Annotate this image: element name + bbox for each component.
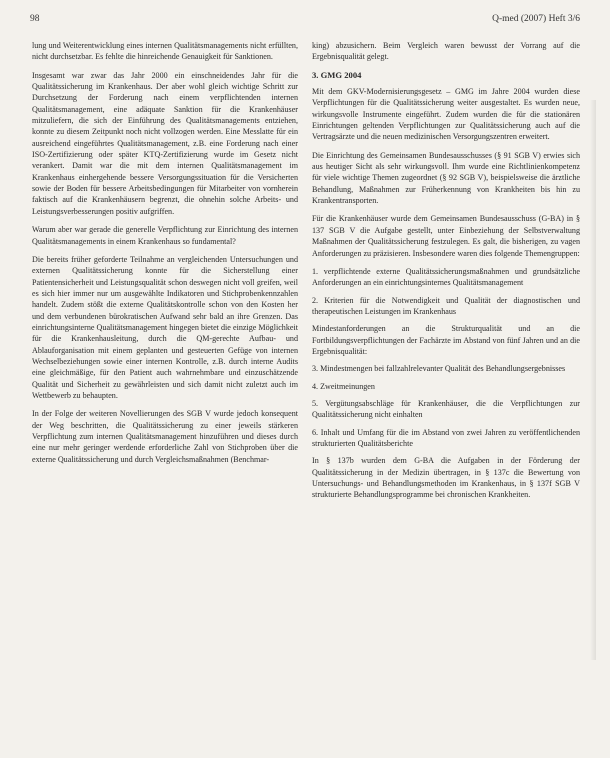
- list-item: 3. Mindestmengen bei fallzahlrelevanter Qualität des Behandlungsergebnisses: [312, 364, 566, 374]
- paragraph: Für die Krankenhäuser wurde dem Gemeinsamen Bundesausschuss (G-BA) in § 137 SGB V die Aufgabe gestellt, unter Einbeziehung der Selbstverwaltung Maßnahmen der Qualitätssicherung festzulegen. Es galt, die bisherigen, zu vagen Anforderungen zu präzisieren. Insbesondere waren dies folgende Themengruppen:: [312, 214, 580, 258]
- paragraph: king) abzusichern. Beim Vergleich waren bewusst der Vorrang auf die Ergebnisqualität gelegt.: [312, 41, 580, 62]
- paragraph: Die bereits früher geforderte Teilnahme an vergleichenden Untersuchungen und externen Qualitätssicherung konnte für die Sicherstellung einer Patientensicherheit und Leistungsqualität schon deswegen nicht voll greifen, weil es sich hier immer nur um ausgewählte Indikatoren und Stichprobenkennzahlen handelt. Zudem stößt die externe Qualitätskontrolle schon von den Kosten her und dem verbundenen bürokratischen Aufwand sehr bald an ihre Grenzen. Das einrichtungsinterne Qualitätsmanagement hingegen bietet die einzige Möglichkeit für die Krankenhausleitung, durch die QM-gerechte Aufbau- und Ablauforganisation mit einem geplanten und gesteuerten Gefüge von internen Wechselbeziehungen sowie einer internen Kontrolle, z.B. durch interne Audits eine gleichmäßige, für den Patient auch wahrnehmbare und einzuschätzende Qualität und Sicherheit zu gewährleisten und sich damit nicht zuletzt auch im Wettbewerb zu behaupten.: [32, 254, 298, 400]
- list-item: 6. Inhalt und Umfang für die im Abstand von zwei Jahren zu veröffentlichenden strukturierten Qualitätsberichte: [312, 427, 580, 448]
- paragraph: Insgesamt war zwar das Jahr 2000 ein einschneidendes Jahr für die Qualitätssicherung im Krankenhaus. Der aber wohl gleich wichtige Schritt zur Durchsetzung der Forderung nach einem verpflichtenden internen Qualitätsmanagement, eine adäquate Sanktion für die Krankenhäuser mitzuliefern, die sich der Einführung des Qualitätsmanagements entziehen, konnte zu diesem Zeitpunkt noch nicht vollzogen werden. Eine Messlatte für ein ausreichend eingeführtes Qualitätsmanagement, z.B. eine Forderung nach einer ISO-Zertifizierung oder später KTQ-Zertifizierung wurde im Gesetz nicht verankert. Damit war die mit dem internen Qualitätsmanagement im Krankenhaus einhergehende bessere Versorgungssituation für die Versicherten sowie der Boden für bessere Arbeitsbedingungen für Mitarbeiter von vornherein faktisch auf die Krankenhäusern begrenzt, die ohnehin solche Arbeits- und Leistungsverbesserungen positiv aufgriffen.: [32, 70, 298, 216]
- paragraph: In der Folge der weiteren Novellierungen des SGB V wurde jedoch konsequent der Weg beschritten, die Qualitätssicherung zu einer jeweils stärkeren Verpflichtung zum internen Qualitätsmanagement hinzuführen und dieses durch eine nur mehr geringer werdende erforderliche Zahl von Stichproben über die externe Qualitätssicherung und durch Vergleichsmaßnahmen (Benchmar-: [32, 409, 298, 464]
- left-column: [32, 40, 298, 740]
- topic-list: [312, 266, 580, 449]
- paragraph: lung und Weiterentwicklung eines internen Qualitätsmanagements nicht erfüllten, nicht durchsetzbar. Es fehlte die hinreichende Genauigkeit für Sanktionen.: [32, 41, 298, 62]
- scan-shadow: [590, 100, 596, 660]
- list-item: Mindestanforderungen an die Strukturqualität und an die Fortbildungsverpflichtungen der Fachärzte im Abstand von fünf Jahren und an die Ergebnisqualität:: [312, 324, 580, 356]
- right-column: [312, 40, 580, 740]
- paragraph: Die Einrichtung des Gemeinsamen Bundesausschusses (§ 91 SGB V) erwies sich aus heutiger Sicht als sehr wirkungsvoll. Ihm wurde eine Richtlinienkompetenz für viele wichtige Themen zugeordnet (§ 92 SGB V), beispielsweise die ärztliche Behandlung, Maßnahmen zur Früherkennung von Krankheiten bis hin zu Krankentransporten.: [312, 150, 580, 206]
- list-item: 1. verpflichtende externe Qualitätssicherungsmaßnahmen und grundsätzliche Anforderungen an ein einrichtungsinternes Qualitätsmanagement: [312, 266, 580, 288]
- page-header: [30, 14, 580, 28]
- list-item: 4. Zweitmeinungen: [312, 381, 375, 391]
- paragraph: Mit dem GKV-Modernisierungsgesetz – GMG im Jahre 2004 wurden diese Verpflichtungen für die Qualitätssicherung weiter ausgestaltet. Es wurden neue, wirkungsvolle Instrumente eingeführt. Zudem wurden die für die stationären Einrichtungen geltenden Verpflichtungen zur Qualitätssicherung auch auf die Vertragsärzte und die neuen medizinischen Versorgungszentren erweitert.: [312, 87, 580, 142]
- list-item: 5. Vergütungsabschläge für Krankenhäuser, die die Verpflichtungen zur Qualitätssicherung nicht einhalten: [312, 398, 580, 420]
- paragraph: In § 137b wurden dem G-BA die Aufgaben in der Förderung der Qualitätssicherung in der Medizin übertragen, in § 137c die Bewertung von Untersuchungs- und Behandlungsmethoden im Krankenhaus, in § 137f SGB V strukturierte Behandlungsprogramme bei chronischen Krankheiten.: [312, 456, 580, 500]
- list-item: 2. Kriterien für die Notwendigkeit und Qualität der diagnostischen und therapeutischen Leistungen im Krankenhaus: [312, 295, 580, 316]
- page-number: 98: [30, 14, 40, 24]
- paragraph: Warum aber war gerade die generelle Verpflichtung zur Einrichtung des internen Qualitätsmanagements in einem Krankenhaus so fundamental?: [32, 225, 298, 246]
- journal-citation: Q-med (2007) Heft 3/6: [492, 14, 580, 24]
- section-heading: 3. GMG 2004: [312, 69, 362, 80]
